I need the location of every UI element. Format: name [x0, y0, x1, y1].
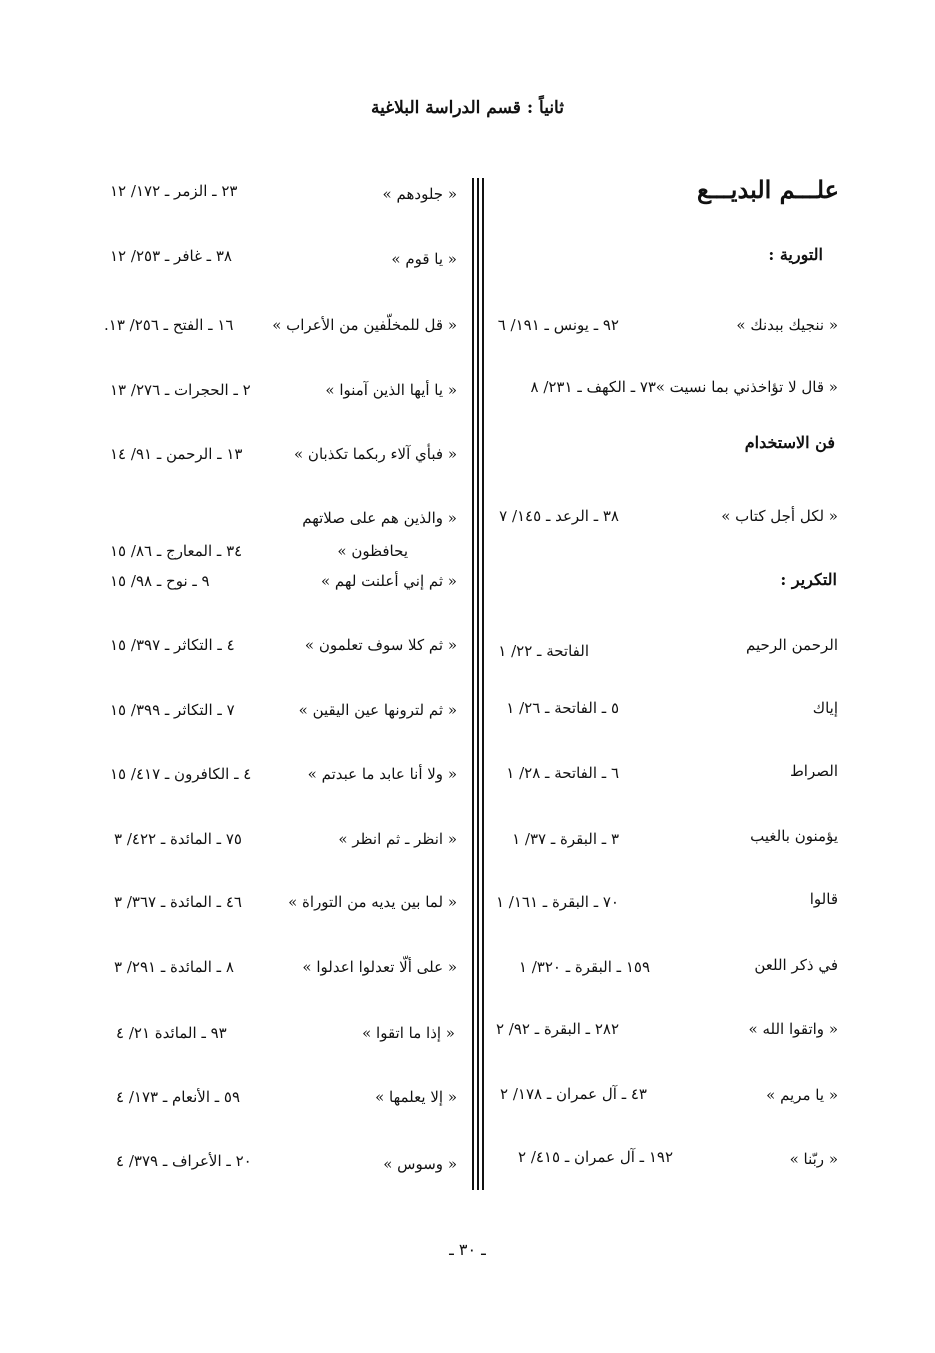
right-row-ref: ٢٨٢ ـ البقرة ـ ٩٢/ ٢	[495, 1020, 619, 1038]
left-row-label: « إذا ما اتقوا »	[362, 1024, 455, 1042]
left-row-ref: ٤٦ ـ المائدة ـ ٣٦٧/ ٣	[114, 893, 242, 911]
right-row-ref: ١٩٢ ـ آل عمران ـ ٤١٥/ ٢	[517, 1148, 673, 1166]
left-row-ref: ٣٤ ـ المعارج ـ ٨٦/ ١٥	[110, 542, 243, 560]
left-row-ref: ٨ ـ المائدة ـ ٢٩١/ ٣	[114, 958, 234, 976]
right-row-ref: ٧٠ ـ البقرة ـ ١٦١/ ١	[495, 893, 619, 911]
right-row-label: يؤمنون بالغيب	[750, 827, 838, 845]
left-row-label: « ثم إني أعلنت لهم »	[320, 572, 457, 590]
left-row-ref: ٢٠ ـ الأعراف ـ ٣٧٩/ ٤	[116, 1152, 252, 1170]
left-row-ref: ٩٣ ـ المائدة ٢١/ ٤	[116, 1024, 227, 1042]
page-title: ثانياً : قسم الدراسة البلاغية	[371, 98, 564, 118]
right-row-ref: ٩٢ ـ يونس ـ ١٩١/ ٦	[497, 316, 619, 334]
left-row-label: « ولا أنا عابد ما عبدتم »	[307, 765, 457, 783]
left-row-label: « جلودهم »	[382, 185, 457, 203]
takrir-heading: التكرير :	[780, 570, 837, 589]
left-row-ref: ٤ ـ الكافرون ـ ٤١٧/ ١٥	[110, 765, 252, 783]
right-row-label: قالوا	[809, 890, 838, 908]
left-row-label: « انظر ـ ثم انظر »	[338, 830, 457, 848]
column-divider	[472, 178, 484, 1190]
left-row-label: « إلا يعلمها »	[375, 1088, 457, 1106]
left-row-label-continuation: يحافظون »	[337, 542, 408, 560]
right-row-label: « ربّنا »	[789, 1150, 838, 1168]
right-row-label: الصراط	[789, 762, 838, 780]
left-row-label: « على ألّا تعدلوا اعدلوا »	[302, 958, 457, 976]
right-row-label: « ننجيك ببدنك »	[736, 316, 838, 334]
left-row-ref: ٥٩ ـ الأنعام ـ ١٧٣/ ٤	[116, 1088, 241, 1106]
tawriya-heading: التورية :	[768, 245, 823, 264]
right-row-ref: الفاتحة ـ ٢٢/ ١	[498, 642, 589, 660]
right-row-label: « واتقوا الله »	[748, 1020, 838, 1038]
left-row-ref: ٢ ـ الحجرات ـ ٢٧٦/ ١٣	[110, 381, 251, 399]
right-row-label: « يا مريم »	[766, 1086, 838, 1104]
left-row-label: « والذين هم على صلاتهم	[302, 509, 457, 527]
page-number: ـ ٣٠ ـ	[449, 1240, 486, 1259]
right-row-ref: ٣ ـ البقرة ـ ٣٧/ ١	[512, 830, 619, 848]
left-row-label: « وسوس »	[383, 1155, 457, 1173]
right-row-ref: ١٥٩ ـ البقرة ـ ٣٢٠/ ١	[518, 958, 650, 976]
right-row-label: في ذكر اللعن	[754, 956, 838, 974]
left-row-label: « ثم كلا سوف تعلمون »	[304, 636, 457, 654]
left-row-label: « ثم لترونها عين اليقين »	[298, 701, 457, 719]
section-title: علـــم البديـــع	[696, 175, 839, 204]
right-row-label: الرحمن الرحيم	[746, 636, 838, 654]
left-row-label: « قل للمخلّفين من الأعراب »	[272, 316, 457, 334]
right-row-ref: ٣٨ ـ الرعد ـ ١٤٥/ ٧	[499, 507, 619, 525]
left-row-ref: ٤ ـ التكاثر ـ ٣٩٧/ ١٥	[110, 636, 235, 654]
left-row-ref: ٧ ـ التكاثر ـ ٣٩٩/ ١٥	[110, 701, 235, 719]
left-row-ref: ٣٨ ـ غافر ـ ٢٥٣/ ١٢	[110, 247, 232, 265]
right-row-ref: ٦ ـ الفاتحة ـ ٢٨/ ١	[506, 764, 619, 782]
left-row-ref: ١٦ ـ الفتح ـ ٢٥٦/ ١٣.	[104, 316, 234, 334]
right-row-label: « قال لا تؤاخذني بما نسيت »	[655, 378, 838, 396]
right-row-label: « لكل أجل كتاب »	[721, 507, 838, 525]
left-row-label: « فبأي آلاء ربكما تكذبان »	[293, 445, 457, 463]
left-row-label: « يا قوم »	[391, 250, 457, 268]
istikhdam-heading: فن الاستخدام	[744, 433, 835, 452]
left-row-ref: ٢٣ ـ الزمر ـ ١٧٢/ ١٢	[110, 182, 238, 200]
left-row-ref: ٩ ـ نوح ـ ٩٨/ ١٥	[110, 572, 210, 590]
right-row-ref: ٤٣ ـ آل عمران ـ ١٧٨/ ٢	[500, 1085, 647, 1103]
right-row-ref: ٥ ـ الفاتحة ـ ٢٦/ ١	[506, 699, 619, 717]
left-row-label: « يا أيها الذين آمنوا »	[325, 381, 457, 399]
left-row-ref: ٧٥ ـ المائدة ـ ٤٢٢/ ٣	[114, 830, 242, 848]
right-row-ref: ٧٣ ـ الكهف ـ ٢٣١/ ٨	[530, 378, 656, 396]
left-row-label: « لما بين يديه من التوراة »	[288, 893, 457, 911]
left-row-ref: ١٣ ـ الرحمن ـ ٩١/ ١٤	[110, 445, 243, 463]
right-row-label: إياك	[812, 699, 838, 717]
